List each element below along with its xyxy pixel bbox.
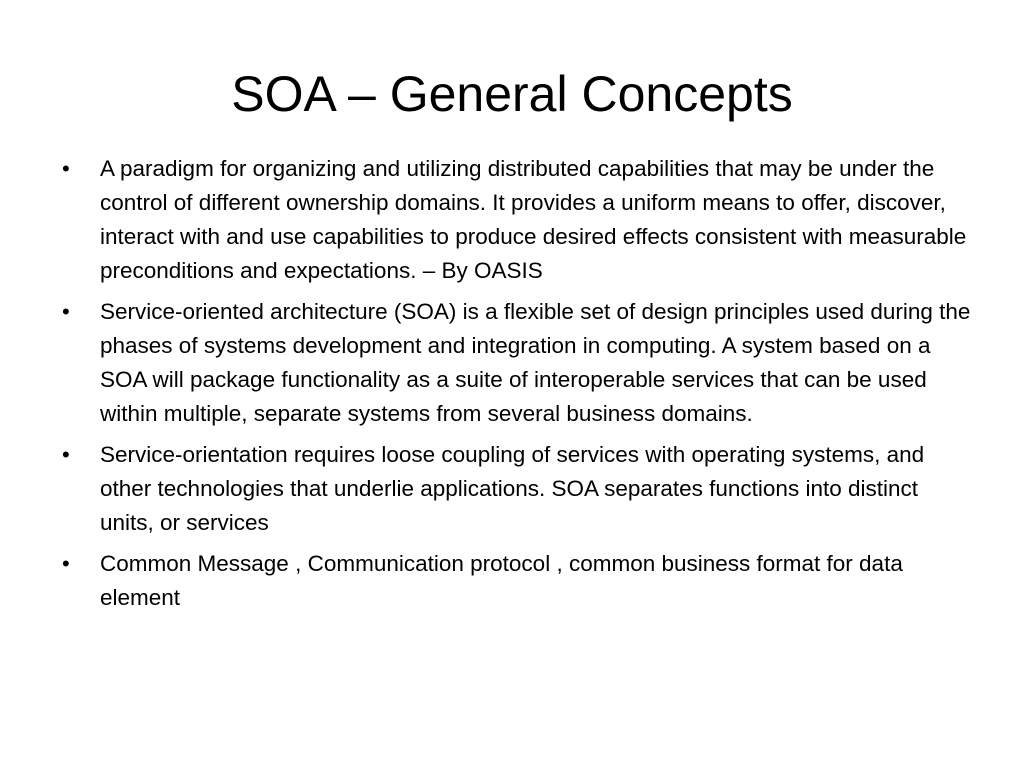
- bullet-icon: •: [62, 299, 70, 324]
- bullet-text: Service-orientation requires loose coupling of services with operating systems, and other technologies that underlie applications. SOA separates functions into distinct units, or services: [100, 442, 925, 535]
- bullet-item: [62, 295, 972, 431]
- bullet-item: [62, 438, 972, 540]
- bullet-icon: •: [62, 551, 70, 576]
- bullet-text: Common Message , Communication protocol , common business format for data element: [100, 551, 903, 610]
- bullet-text: A paradigm for organizing and utilizing distributed capabilities that may be under the control of different ownership domains. It provides a uniform means to offer, discover, interact with and use capabilities to produce desired effects consistent with measurable preconditions and expectations. – By OASIS: [100, 156, 967, 283]
- bullet-icon: •: [62, 156, 70, 181]
- bullet-list: [62, 152, 972, 622]
- bullet-item: [62, 152, 972, 288]
- bullet-text: Service-oriented architecture (SOA) is a flexible set of design principles used during the phases of systems development and integration in computing. A system based on a SOA will package functionality as a suite of interoperable services that can be used within multiple, separate systems from several business domains.: [100, 299, 971, 426]
- bullet-item: [62, 547, 972, 615]
- bullet-icon: •: [62, 442, 70, 467]
- slide-title: SOA – General Concepts: [231, 66, 793, 122]
